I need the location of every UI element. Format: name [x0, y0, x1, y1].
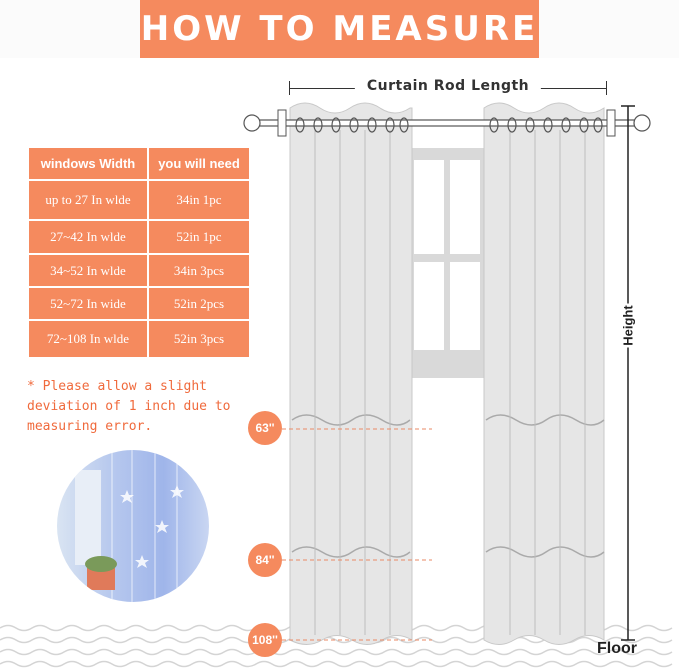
- table-header-cell: windows Width: [29, 148, 147, 179]
- table-header-row: [29, 148, 249, 179]
- length-marker-84: 84'': [248, 543, 282, 577]
- height-dimension-line: [621, 106, 635, 640]
- size-table: [27, 146, 251, 359]
- table-cell: 52in 1pc: [149, 221, 249, 253]
- table-row: [29, 221, 249, 253]
- table-cell: 72~108 In wlde: [29, 321, 147, 357]
- note-line: measuring error.: [27, 419, 153, 434]
- length-marker-108: 108'': [248, 623, 282, 657]
- rod-length-tick-left: [289, 81, 290, 95]
- window-frame: [410, 148, 488, 378]
- table-row: [29, 181, 249, 219]
- table-cell: 27~42 In wlde: [29, 221, 147, 253]
- height-label: Height: [620, 305, 636, 346]
- table-cell: 52~72 In wide: [29, 288, 147, 319]
- length-marker-63: 63'': [248, 411, 282, 445]
- header-banner: [0, 0, 679, 58]
- note-line: deviation of 1 inch due to: [27, 399, 231, 414]
- note-line: * Please allow a slight: [27, 379, 208, 394]
- table-cell: 52in 2pcs: [149, 288, 249, 319]
- banner-box: [140, 0, 539, 58]
- rod-length-tick-right: [606, 81, 607, 95]
- right-curtain-panel: [484, 103, 604, 645]
- rod-length-label: Curtain Rod Length: [355, 78, 541, 94]
- table-cell: 34in 3pcs: [149, 255, 249, 286]
- table-cell: 34in 1pc: [149, 181, 249, 219]
- table-row: [29, 321, 249, 357]
- rod-length-dimension: [289, 78, 607, 98]
- product-photo-image: [57, 450, 209, 602]
- table-cell: 52in 3pcs: [149, 321, 249, 357]
- table-row: [29, 288, 249, 319]
- table-row: [29, 255, 249, 286]
- table-header-cell: you will need: [149, 148, 249, 179]
- measurement-note: [27, 377, 257, 437]
- table-cell: up to 27 In wlde: [29, 181, 147, 219]
- table-cell: 34~52 In wlde: [29, 255, 147, 286]
- floor-label: Floor: [597, 640, 637, 657]
- product-photo: [57, 450, 209, 602]
- page-title: HOW TO MEASURE: [140, 9, 539, 49]
- left-curtain-panel: [290, 103, 412, 645]
